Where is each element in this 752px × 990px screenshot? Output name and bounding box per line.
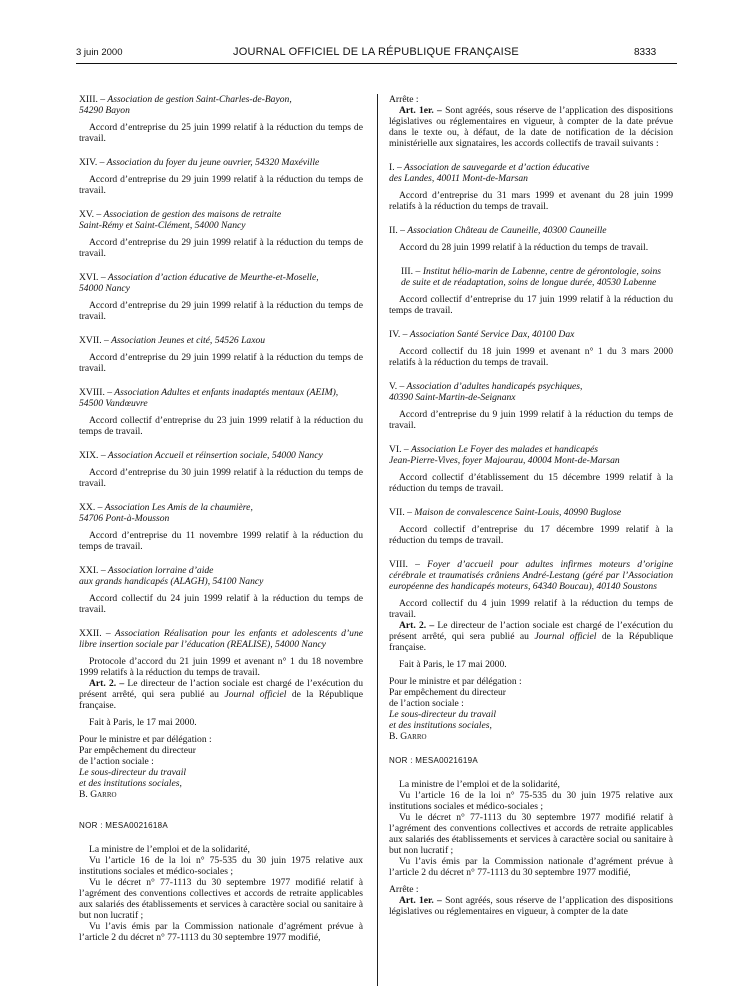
- signature-block: Pour le ministre et par délégation : Par empêchement du directeur de l’action sociale : Le sous-directeur du travail et des institutions sociales, B. Garro: [79, 734, 212, 800]
- section-heading: XIX. – Association Accueil et réinsertion sociale, 54000 Nancy: [79, 450, 323, 461]
- signature-date: Fait à Paris, le 17 mai 2000.: [89, 717, 197, 728]
- section-text: Accord d’entreprise du 29 juin 1999 relatif à la réduction du temps de travail.: [79, 352, 363, 374]
- section-heading: XXI. – Association lorraine d’aide aux grands handicapés (ALAGH), 54100 Nancy: [79, 565, 264, 587]
- preamble-text: Vu l’article 16 de la loi n° 75-535 du 30 juin 1975 relative aux institutions sociales et médico-sociales ;: [79, 855, 363, 877]
- section-text: Protocole d’accord du 21 juin 1999 et avenant n° 1 du 18 novembre 1999 relatifs à la réduction du temps de travail.: [79, 656, 363, 678]
- preamble-text: Vu l’article 16 de la loi n° 75-535 du 30 juin 1975 relative aux institutions sociales et médico-sociales ;: [389, 790, 673, 812]
- section-heading: XVIII. – Association Adultes et enfants inadaptés mentaux (AEIM), 54500 Vandœuvre: [79, 387, 339, 409]
- section-text: Accord d’entreprise du 9 juin 1999 relatif à la réduction du temps de travail.: [389, 409, 673, 431]
- section-heading: V. – Association d’adultes handicapés psychiques, 40390 Saint-Martin-de-Seignanx: [389, 381, 583, 403]
- nor-reference: NOR : MESA0021618A: [79, 821, 168, 830]
- section-text: Accord collectif du 24 juin 1999 relatif à la réduction du temps de travail.: [79, 593, 363, 615]
- arrete-label: Arrête :: [389, 94, 419, 105]
- section-heading: XIV. – Association du foyer du jeune ouvrier, 54320 Maxéville: [79, 157, 320, 168]
- right-column: [389, 94, 673, 917]
- section-text: Accord d’entreprise du 29 juin 1999 relatif à la réduction du temps de travail.: [79, 237, 363, 259]
- article-1: Art. 1er. – Sont agréés, sous réserve de l’application des dispositions législatives ou réglementaires en vigueur, à compter de la date: [389, 895, 673, 917]
- page-number: 8333: [634, 47, 657, 58]
- section-heading: IV. – Association Santé Service Dax, 40100 Dax: [389, 329, 575, 340]
- preamble-text: Vu le décret n° 77-1113 du 30 septembre 1977 modifié relatif à l’agrément des conventions collectives et accords de retraite applicables aux salariés des établissements et services à caractère social ou sanitaire à but non lucratif ;: [79, 877, 363, 921]
- section-heading: XX. – Association Les Amis de la chaumière, 54706 Pont-à-Mousson: [79, 502, 253, 524]
- section-text: Accord collectif d’entreprise du 23 juin 1999 relatif à la réduction du temps de travail.: [79, 415, 363, 437]
- section-text: Accord d’entreprise du 25 juin 1999 relatif à la réduction du temps de travail.: [79, 122, 363, 144]
- nor-reference: NOR : MESA0021619A: [389, 756, 478, 765]
- section-heading: XVI. – Association d’action éducative de Meurthe-et-Moselle, 54000 Nancy: [79, 272, 319, 294]
- section-text: Accord collectif du 4 juin 1999 relatif à la réduction du temps de travail.: [389, 598, 673, 620]
- left-column: [79, 94, 363, 943]
- section-text: Accord d’entreprise du 29 juin 1999 relatif à la réduction du temps de travail.: [79, 174, 363, 196]
- section-heading: XV. – Association de gestion des maisons de retraite Saint-Rémy et Saint-Clément, 54000 Nancy: [79, 209, 282, 231]
- section-text: Accord d’entreprise du 30 juin 1999 relatif à la réduction du temps de travail.: [79, 467, 363, 489]
- section-text: Accord collectif du 18 juin 1999 et avenant n° 1 du 3 mars 2000 relatifs à la réduction du temps de travail.: [389, 346, 673, 368]
- preamble-text: La ministre de l’emploi et de la solidarité,: [399, 779, 560, 790]
- page-header: [0, 0, 752, 62]
- preamble-text: Vu l’avis émis par la Commission nationale d’agrément prévue à l’article 2 du décret n° 77-1113 du 30 septembre 1977 modifié,: [79, 921, 363, 943]
- section-text: Accord collectif d’entreprise du 17 décembre 1999 relatif à la réduction du temps de travail.: [389, 524, 673, 546]
- header-rule: [76, 63, 677, 64]
- article-2: Art. 2. – Le directeur de l’action sociale est chargé de l’exécution du présent arrêté, qui sera publié au Journal officiel de la République française.: [79, 678, 363, 711]
- arrete-label: Arrête :: [389, 884, 419, 895]
- signature-date: Fait à Paris, le 17 mai 2000.: [399, 659, 507, 670]
- header-date: 3 juin 2000: [76, 47, 123, 58]
- section-heading: XIII. – Association de gestion Saint-Charles-de-Bayon, 54290 Bayon: [79, 94, 292, 116]
- section-text: Accord du 28 juin 1999 relatif à la réduction du temps de travail.: [399, 242, 649, 253]
- section-heading: XXII. – Association Réalisation pour les enfants et adolescents d’une libre insertion sociale par l’éducation (REALISE), 54000 Nancy: [79, 628, 363, 650]
- section-heading: VI. – Association Le Foyer des malades et handicapés Jean-Pierre-Vives, foyer Majourau, 40004 Mont-de-Marsan: [389, 444, 620, 466]
- article-1: Art. 1er. – Sont agréés, sous réserve de l’application des dispositions législatives ou réglementaires en vigueur, à compter de la date prévue dans le texte ou, à défaut, de la date de notification de la décision ministérielle aux signataires, les accords collectifs de travail suivants :: [389, 105, 673, 149]
- signature-block: Pour le ministre et par délégation : Par empêchement du directeur de l’action sociale : Le sous-directeur du travail et des institutions sociales, B. Garro: [389, 676, 522, 742]
- preamble-text: Vu l’avis émis par la Commission nationale d’agrément prévue à l’article 2 du décret n° 77-1113 du 30 septembre 1977 modifié,: [389, 856, 673, 878]
- article-2: Art. 2. – Le directeur de l’action sociale est chargé de l’exécution du présent arrêté, qui sera publié au Journal officiel de la République française.: [389, 620, 673, 653]
- preamble-text: La ministre de l’emploi et de la solidarité,: [89, 844, 250, 855]
- section-heading: VII. – Maison de convalescence Saint-Louis, 40990 Buglose: [389, 507, 622, 518]
- preamble-text: Vu le décret n° 77-1113 du 30 septembre 1977 modifié relatif à l’agrément des conventions collectives et accords de retraite applicables aux salariés des établissements et services à caractère social ou sanitaire à but non lucratif ;: [389, 812, 673, 856]
- section-heading: I. – Association de sauvegarde et d’action éducative des Landes, 40011 Mont-de-Marsan: [389, 162, 590, 184]
- section-heading: XVII. – Association Jeunes et cité, 54526 Laxou: [79, 335, 266, 346]
- section-heading: II. – Association Château de Cauneille, 40300 Cauneille: [389, 225, 607, 236]
- section-heading: III. – Institut hélio-marin de Labenne, centre de gérontologie, soins de suite et de réadaptation, soins de longue durée, 40530 Labenne: [401, 266, 661, 288]
- section-text: Accord d’entreprise du 11 novembre 1999 relatif à la réduction du temps de travail.: [79, 530, 363, 552]
- section-text: Accord collectif d’établissement du 15 décembre 1999 relatif à la réduction du temps de travail.: [389, 472, 673, 494]
- section-text: Accord d’entreprise du 31 mars 1999 et avenant du 28 juin 1999 relatifs à la réduction du temps de travail.: [389, 190, 673, 212]
- section-text: Accord collectif d’entreprise du 17 juin 1999 relatif à la réduction du temps de travail.: [389, 294, 673, 316]
- column-divider: [377, 94, 378, 986]
- section-text: Accord d’entreprise du 29 juin 1999 relatif à la réduction du temps de travail.: [79, 300, 363, 322]
- section-heading: VIII. – Foyer d’accueil pour adultes infirmes moteurs d’origine cérébrale et traumatisés crâniens André-Lestang (géré par l’Association européenne des handicapés moteurs, 64340 Boucau), 40140 Soustons: [389, 559, 674, 592]
- journal-title: JOURNAL OFFICIEL DE LA RÉPUBLIQUE FRANÇAISE: [233, 46, 519, 58]
